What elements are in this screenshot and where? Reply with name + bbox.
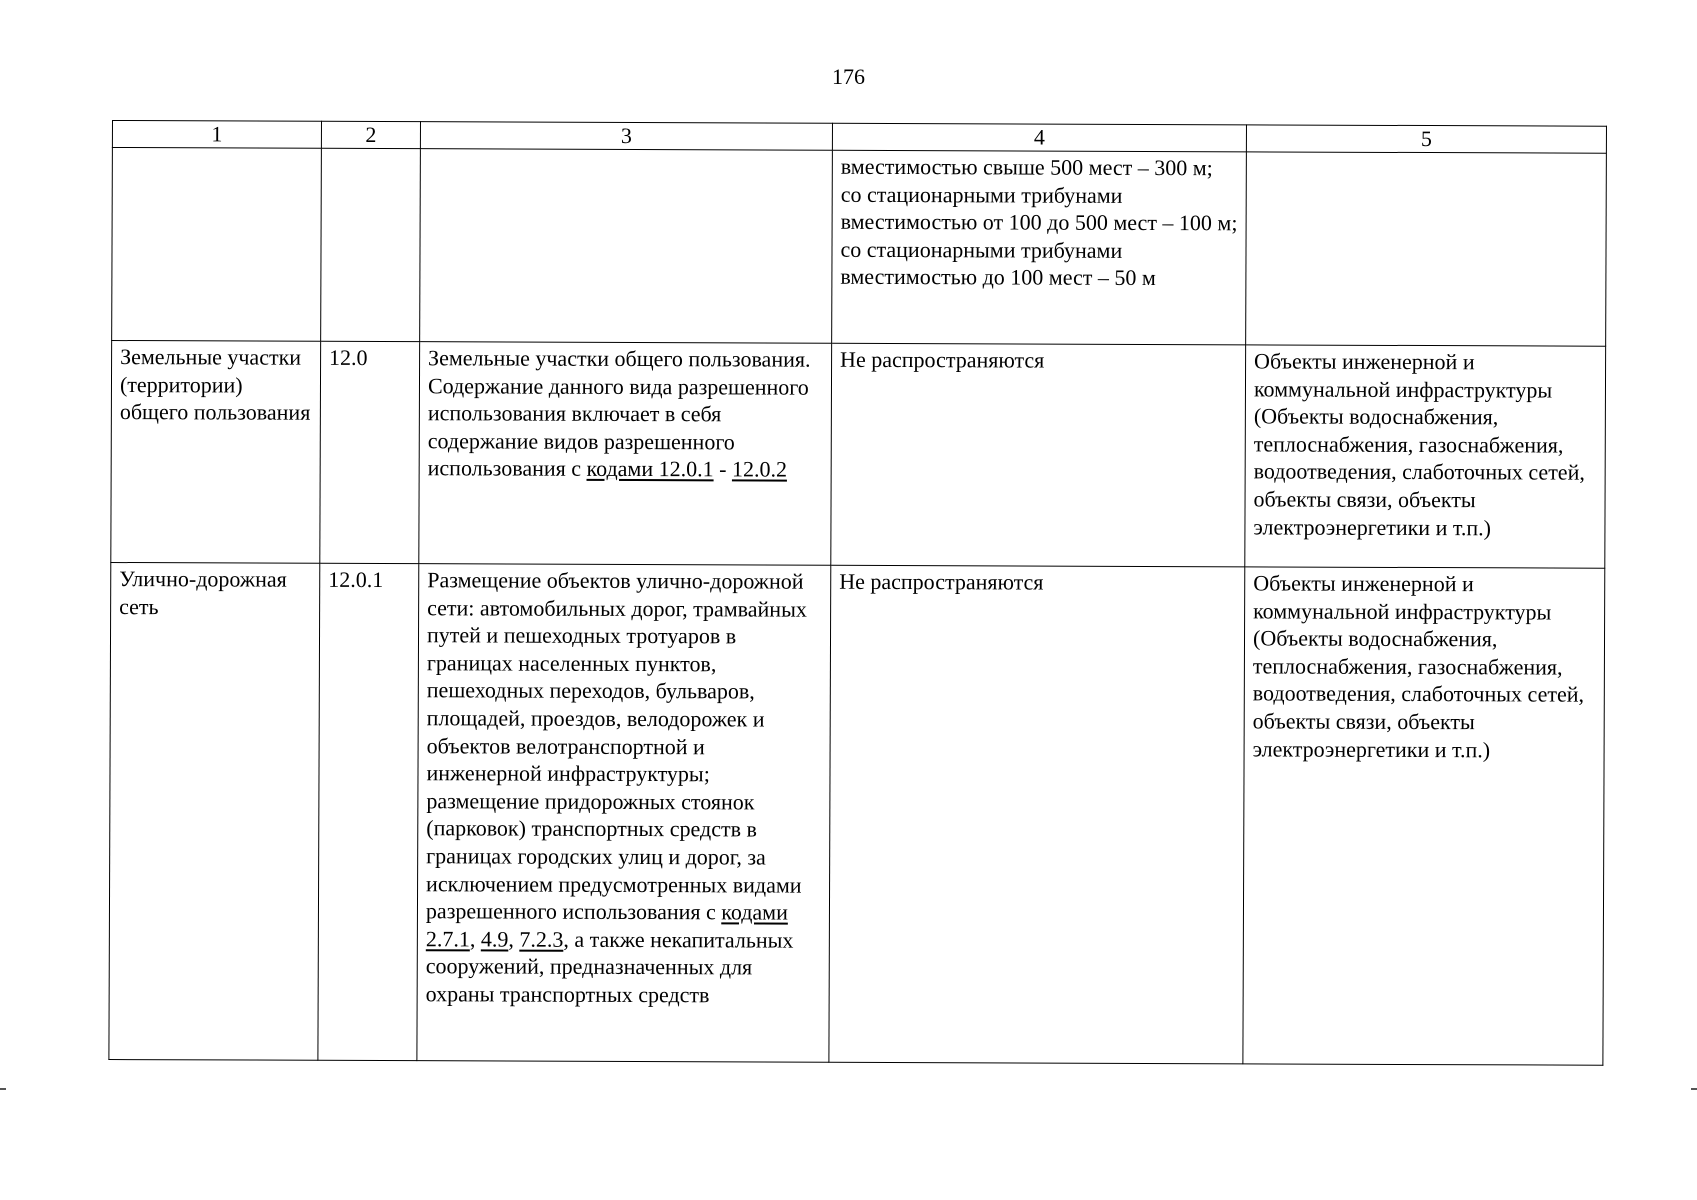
- separator-text: ,: [469, 926, 481, 952]
- header-col-4: 4: [832, 123, 1246, 152]
- cell-description: [417, 564, 831, 1063]
- cell-infrastructure: [1246, 152, 1607, 346]
- cell-name: Земельные участки (территории) общего пользования: [111, 341, 321, 564]
- cell-parameters: Не распространяются: [831, 343, 1246, 567]
- code-link-7-2-3[interactable]: 7.2.3: [519, 926, 564, 952]
- cell-parameters: вместимостью свыше 500 мест – 300 м; со стационарными трибунами вместимостью от 100 до 500 мест – 100 м; со стационарными трибунами вместимостью до 100 мест – 50 м: [832, 150, 1247, 345]
- code-link-2-7-1[interactable]: кодами 2.7.1: [425, 899, 788, 952]
- cell-name: Улично-дорожная сеть: [109, 562, 320, 1060]
- code-link-12-0-1[interactable]: кодами 12.0.1: [586, 456, 714, 482]
- code-link-4-9[interactable]: 4.9: [480, 926, 509, 952]
- cell-code: 12.0: [320, 341, 420, 563]
- header-col-1: 1: [112, 121, 321, 149]
- scan-edge-mark-left: [0, 1088, 6, 1090]
- cell-code: [321, 148, 421, 341]
- scan-edge-mark-right: [1691, 1088, 1697, 1090]
- header-col-5: 5: [1246, 125, 1606, 153]
- code-link-12-0-2[interactable]: 12.0.2: [731, 456, 788, 482]
- description-text: , а также некапитальных сооружений, предназначенных для охраны транспортных средств: [425, 926, 794, 1008]
- description-text: Размещение объектов улично-дорожной сети: автомобильных дорог, трамвайных путей и пешеходных тротуаров в границах населенных пунктов, пешеходных переходов, бульваров, площадей, проездов, велодорожек и объектов велотранспортной и инженерной инфраструктуры; размещение придорожных стоянок (парковок) транспортных средств в границах городских улиц и дорог, за исключением предусмотренных видами разрешенного использования с: [425, 567, 807, 925]
- description-text: Земельные участки общего пользования. Содержание данного вида разрешенного использования включает в себя содержание видов разрешенного использования с: [427, 345, 811, 482]
- table-row-public-land: [111, 341, 1606, 569]
- header-col-3: 3: [420, 122, 832, 151]
- cell-infrastructure: Объекты инженерной и коммунальной инфраструктуры (Объекты водоснабжения, теплоснабжения, газоснабжения, водоотведения, слаботочных сетей, объекты связи, объекты электроэнергетики и т.п.): [1245, 345, 1606, 568]
- table-row-continuation: [112, 148, 1607, 347]
- cell-infrastructure: Объекты инженерной и коммунальной инфраструктуры (Объекты водоснабжения, теплоснабжения, газоснабжения, водоотведения, слаботочных сетей, объекты связи, объекты электроэнергетики и т.п.): [1243, 567, 1605, 1065]
- header-col-2: 2: [321, 121, 420, 148]
- separator-text: -: [713, 456, 733, 482]
- page-number: 176: [832, 64, 865, 89]
- cell-parameters: Не распространяются: [829, 565, 1245, 1064]
- cell-code: 12.0.1: [318, 563, 419, 1060]
- table-row-street-road-network: [109, 562, 1605, 1065]
- cell-description: [420, 149, 833, 344]
- cell-name: [112, 148, 322, 342]
- cell-description: [419, 342, 832, 566]
- land-use-table: [108, 120, 1607, 1066]
- separator-text: ,: [508, 926, 520, 952]
